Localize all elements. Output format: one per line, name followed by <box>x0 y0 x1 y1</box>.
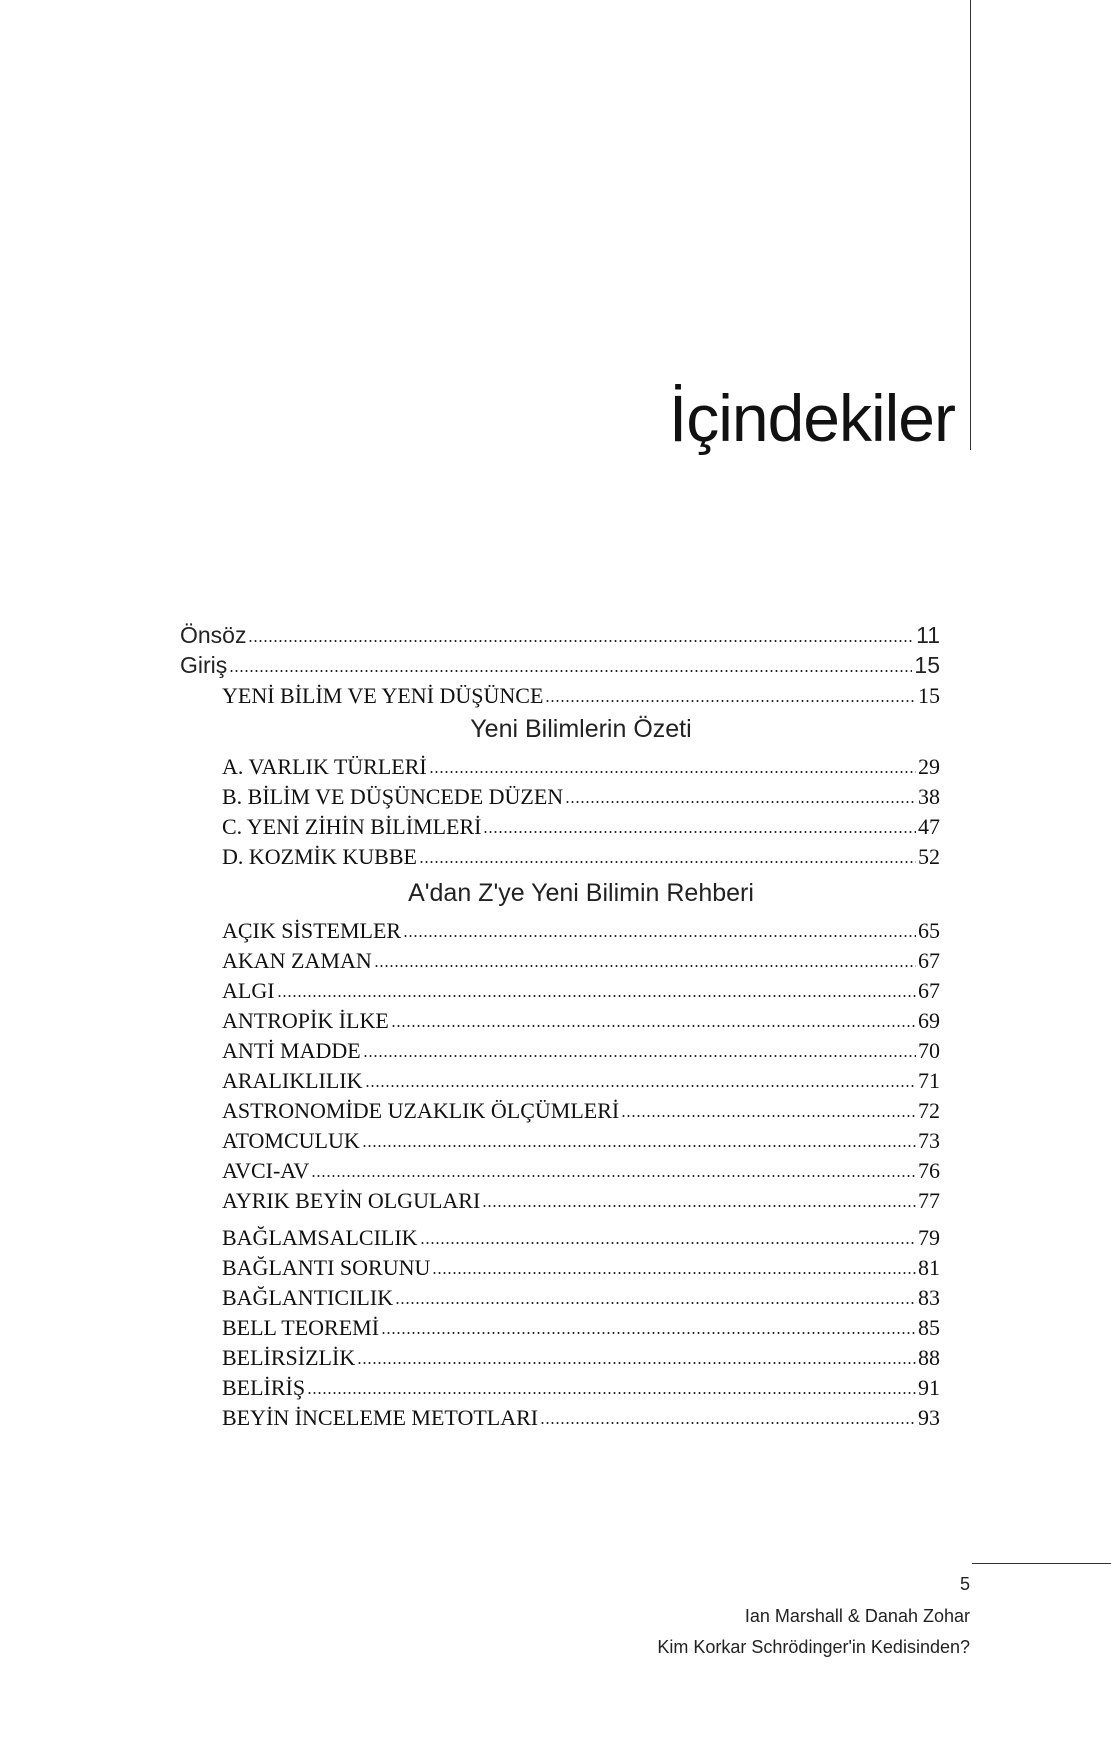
toc-entry-yeni-bilim[interactable] <box>222 676 940 709</box>
toc-entry-page: 88 <box>918 1345 940 1370</box>
dot-leader <box>420 1242 916 1244</box>
toc-entry-page: 15 <box>918 683 940 708</box>
toc-entry-label: AKAN ZAMAN <box>222 948 372 973</box>
dot-leader <box>357 1362 916 1364</box>
toc-entry-giris[interactable] <box>180 646 940 679</box>
toc-entry-onsoz[interactable] <box>180 616 940 649</box>
page-title: İçindekiler <box>668 381 955 455</box>
toc-entry[interactable] <box>222 1308 940 1341</box>
toc-entry-page: 79 <box>918 1225 940 1250</box>
toc-entry-label: BAĞLANTICILIK <box>222 1285 394 1310</box>
toc-entry[interactable] <box>222 1151 940 1184</box>
dot-leader <box>307 1392 916 1394</box>
toc-entry[interactable] <box>222 1248 940 1281</box>
toc-entry-label: ANTİ MADDE <box>222 1038 361 1063</box>
toc-entry-label: BAĞLAMSALCILIK <box>222 1225 418 1250</box>
footer-page-number: 5 <box>959 1574 970 1594</box>
toc-entry[interactable] <box>222 1031 940 1064</box>
toc-entry-page: 70 <box>918 1038 940 1063</box>
toc-entry[interactable] <box>222 1091 940 1124</box>
toc-entry-page: 77 <box>918 1188 940 1213</box>
toc-entry-label: ALGI <box>222 978 275 1003</box>
toc-entry-page: 72 <box>918 1098 940 1123</box>
toc-entry-label: AVCI-AV <box>222 1158 310 1183</box>
footer-book-title: Kim Korkar Schrödinger'in Kedisinden? <box>657 1637 970 1657</box>
footer-authors: Ian Marshall & Danah Zohar <box>744 1606 970 1626</box>
toc-entry-label: ARALIKLILIK <box>222 1068 363 1093</box>
dot-leader <box>374 965 916 967</box>
toc-entry-page: 47 <box>918 814 940 839</box>
toc-entry-label: ATOMCULUK <box>222 1128 360 1153</box>
dot-leader <box>365 1085 916 1087</box>
toc-entry-label: D. KOZMİK KUBBE <box>222 844 417 869</box>
toc-entry-label: BEYİN İNCELEME METOTLARI <box>222 1405 539 1430</box>
toc-entry-label: BAĞLANTI SORUNU <box>222 1255 431 1280</box>
toc-entry[interactable] <box>222 777 940 810</box>
dot-leader <box>565 801 916 803</box>
toc-entry-page: 38 <box>918 784 940 809</box>
toc-entry-page: 52 <box>918 844 940 869</box>
toc-entry[interactable] <box>222 1338 940 1371</box>
toc-entry-page: 67 <box>918 948 940 973</box>
toc-entry-page: 67 <box>918 978 940 1003</box>
section-heading-rehber: A'dan Z'ye Yeni Bilimin Rehberi <box>408 879 754 907</box>
toc-entry-page: 73 <box>918 1128 940 1153</box>
dot-leader <box>363 1055 916 1057</box>
toc-entry-page: 93 <box>918 1405 940 1430</box>
toc-entry[interactable] <box>222 837 940 870</box>
toc-entry[interactable] <box>222 807 940 840</box>
dot-leader <box>391 1025 916 1027</box>
toc-entry-page: 29 <box>918 754 940 779</box>
dot-leader <box>311 1175 916 1177</box>
dot-leader <box>381 1332 916 1334</box>
toc-entry-label: BELİRSİZLİK <box>222 1345 356 1370</box>
toc-entry[interactable] <box>222 1368 940 1401</box>
toc-entry-label: ASTRONOMİDE UZAKLIK ÖLÇÜMLERİ <box>222 1098 620 1123</box>
dot-leader <box>229 670 912 672</box>
dot-leader <box>429 771 916 773</box>
toc-entry-page: 91 <box>918 1375 940 1400</box>
toc-entry[interactable] <box>222 971 940 1004</box>
dot-leader <box>432 1272 916 1274</box>
toc-entry-page: 81 <box>918 1255 940 1280</box>
toc-entry[interactable] <box>222 1121 940 1154</box>
dot-leader <box>419 861 916 863</box>
toc-entry-page: 65 <box>918 918 940 943</box>
dot-leader <box>362 1145 916 1147</box>
footer-rule <box>972 1563 1111 1564</box>
toc-entry-page: 71 <box>918 1068 940 1093</box>
toc-entry-label: BELL TEOREMİ <box>222 1315 380 1340</box>
toc-entry[interactable] <box>222 747 940 780</box>
toc-entry[interactable] <box>222 1181 940 1214</box>
section-heading-ozet: Yeni Bilimlerin Özeti <box>470 715 692 743</box>
top-vertical-rule <box>970 0 971 450</box>
toc-entry-label: B. BİLİM VE DÜŞÜNCEDE DÜZEN <box>222 784 564 809</box>
toc-entry[interactable] <box>222 941 940 974</box>
toc-entry[interactable] <box>222 1278 940 1311</box>
toc-entry[interactable] <box>222 1398 940 1431</box>
toc-entry-page: 69 <box>918 1008 940 1033</box>
toc-entry-page: 76 <box>918 1158 940 1183</box>
toc-entry-label: A. VARLIK TÜRLERİ <box>222 754 427 779</box>
dot-leader <box>277 995 916 997</box>
toc-entry-page: 85 <box>918 1315 940 1340</box>
toc-entry-label: ANTROPİK İLKE <box>222 1008 389 1033</box>
dot-leader <box>483 831 916 833</box>
toc-entry[interactable] <box>222 911 940 944</box>
toc-entry-page: 15 <box>914 652 940 678</box>
toc-entry-label: AÇIK SİSTEMLER <box>222 918 402 943</box>
dot-leader <box>545 700 916 702</box>
toc-entry[interactable] <box>222 1001 940 1034</box>
toc-entry[interactable] <box>222 1218 940 1251</box>
dot-leader <box>248 640 914 642</box>
dot-leader <box>403 935 916 937</box>
dot-leader <box>621 1115 916 1117</box>
dot-leader <box>482 1205 916 1207</box>
toc-entry-page: 83 <box>918 1285 940 1310</box>
toc-entry[interactable] <box>222 1061 940 1094</box>
toc-entry-label: Önsöz <box>180 622 247 648</box>
toc-entry-label: AYRIK BEYİN OLGULARI <box>222 1188 481 1213</box>
toc-entry-label: YENİ BİLİM VE YENİ DÜŞÜNCE <box>222 683 544 708</box>
dot-leader <box>540 1422 916 1424</box>
toc-entry-label: BELİRİŞ <box>222 1375 306 1400</box>
toc-entry-page: 11 <box>916 622 940 648</box>
dot-leader <box>395 1302 916 1304</box>
toc-entry-label: C. YENİ ZİHİN BİLİMLERİ <box>222 814 482 839</box>
toc-entry-label: Giriş <box>180 652 228 678</box>
